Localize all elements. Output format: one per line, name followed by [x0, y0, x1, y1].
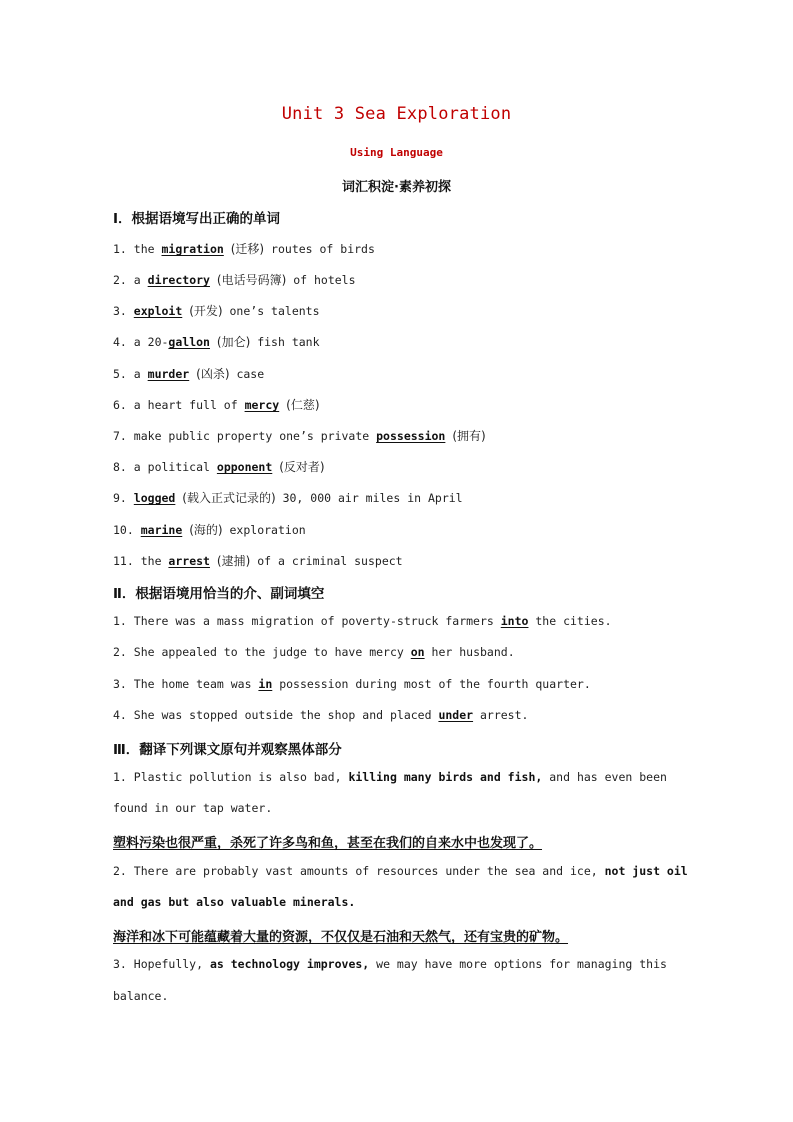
chinese-hint: (电话号码簿) [216, 273, 287, 287]
sentence-text: routes of birds [264, 242, 375, 256]
page-title: Unit 3 Sea Exploration [281, 104, 512, 124]
answer-word: into [500, 614, 529, 628]
answer-word: directory [147, 273, 210, 287]
part3-item-1-translation: 塑料污染也很严重，杀死了许多鸟和鱼，甚至在我们的自来水中也发现了。 [113, 836, 543, 851]
sentence-text: Plastic pollution is also bad, [133, 770, 349, 784]
sentence-text: possession during most of the fourth quarter. [272, 677, 591, 691]
item-number: 10. [113, 523, 134, 537]
answer-word: arrest [168, 554, 210, 568]
answer-word: mercy [244, 398, 280, 412]
item-number: 1. [113, 242, 127, 256]
item-number: 3. [113, 677, 127, 691]
sentence-text: case [229, 367, 265, 381]
bold-phrase: and gas but also valuable minerals. [113, 895, 356, 909]
answer-word: opponent [216, 460, 273, 474]
chinese-hint: (海的) [189, 523, 223, 537]
part3-item-3-line1 [113, 957, 667, 971]
sentence-text: her husband. [424, 645, 515, 659]
item-number: 9. [113, 491, 127, 505]
answer-word: in [258, 677, 273, 691]
sentence-text: The home team was [133, 677, 259, 691]
sentence-text: 30, 000 air miles in April [275, 491, 463, 505]
part3-item-2-line2 [113, 895, 355, 909]
sentence-text: a [133, 273, 148, 287]
part1-item-4 [113, 333, 320, 350]
chinese-hint: (载入正式记录的) [182, 491, 276, 505]
sentence-text: a heart full of [133, 398, 245, 412]
sentence-text: She appealed to the judge to have mercy [133, 645, 411, 659]
sentence-text: She was stopped outside the shop and placed [133, 708, 439, 722]
sentence-text: the [133, 242, 162, 256]
part3-item-1-line1 [113, 770, 667, 784]
part2-heading: Ⅱ．根据语境用恰当的介、副词填空 [113, 586, 325, 602]
part1-heading: Ⅰ．根据语境写出正确的单词 [113, 211, 281, 227]
chinese-hint: (凶杀) [196, 367, 230, 381]
bold-phrase: not just oil [604, 864, 688, 878]
sentence-text: a [133, 367, 148, 381]
sentence-text: make public property one’s private [133, 429, 377, 443]
chinese-hint: (仁慈) [286, 398, 320, 412]
item-number: 4. [113, 708, 127, 722]
answer-word: logged [133, 491, 176, 505]
part1-item-3 [113, 302, 320, 319]
item-number: 5. [113, 367, 127, 381]
chinese-hint: (开发) [189, 304, 223, 318]
item-number: 2. [113, 864, 127, 878]
answer-word: migration [161, 242, 224, 256]
part3-item-2-translation: 海洋和冰下可能蕴藏着大量的资源，不仅仅是石油和天然气，还有宝贵的矿物。 [113, 930, 569, 945]
sentence-text: Hopefully, [133, 957, 210, 971]
chinese-hint: (加仑) [216, 335, 251, 349]
chinese-hint: (拥有) [452, 429, 486, 443]
section-title: 词汇积淀·素养初探 [342, 180, 451, 195]
answer-word: on [410, 645, 425, 659]
page-subtitle: Using Language [350, 146, 443, 159]
part1-item-5 [113, 365, 264, 382]
item-number: 2. [113, 645, 127, 659]
sentence-text: of a criminal suspect [250, 554, 403, 568]
sentence-text: we may have more options for managing this [376, 957, 667, 971]
part1-item-8 [113, 458, 325, 475]
part2-item-1 [113, 614, 612, 628]
bold-phrase: as technology improves, [209, 957, 370, 971]
part2-item-2 [113, 645, 515, 659]
answer-word: murder [147, 367, 190, 381]
sentence-text: one’s talents [222, 304, 320, 318]
item-number: 1. [113, 614, 127, 628]
part1-item-9 [113, 489, 463, 506]
sentence-text: the [140, 554, 169, 568]
chinese-hint: (逮捕) [216, 554, 251, 568]
sentence-text: and has even been [549, 770, 667, 784]
sentence-text: found in our tap water. [113, 801, 273, 815]
sentence-text: arrest. [473, 708, 529, 722]
item-number: 3. [113, 957, 127, 971]
part3-item-1-line2 [113, 801, 272, 815]
sentence-text: fish tank [250, 335, 320, 349]
part1-item-10 [113, 521, 306, 538]
sentence-text: There was a mass migration of poverty-struck farmers [133, 614, 501, 628]
part1-item-11 [113, 552, 403, 569]
answer-word: gallon [168, 335, 210, 349]
answer-word: under [438, 708, 474, 722]
sentence-text: the cities. [528, 614, 612, 628]
chinese-hint: (迁移) [230, 242, 265, 256]
sentence-text: a political [133, 460, 217, 474]
item-number: 8. [113, 460, 127, 474]
part1-item-6 [113, 396, 320, 413]
part2-item-3 [113, 677, 591, 691]
part3-item-2-line1 [113, 864, 688, 878]
answer-word: possession [376, 429, 446, 443]
bold-phrase: killing many birds and fish, [348, 770, 543, 784]
answer-word: marine [140, 523, 183, 537]
sentence-text: exploration [222, 523, 306, 537]
sentence-text: balance. [113, 989, 169, 1003]
sentence-text: There are probably vast amounts of resources under the sea and ice, [133, 864, 605, 878]
part2-item-4 [113, 708, 528, 722]
item-number: 2. [113, 273, 127, 287]
part3-item-3-line2 [113, 989, 168, 1003]
answer-word: exploit [133, 304, 183, 318]
item-number: 3. [113, 304, 127, 318]
sentence-text: a 20- [133, 335, 169, 349]
sentence-text: of hotels [286, 273, 356, 287]
part3-heading: Ⅲ．翻译下列课文原句并观察黑体部分 [113, 742, 342, 758]
part1-item-7 [113, 427, 486, 444]
part1-item-1 [113, 240, 375, 257]
item-number: 7. [113, 429, 127, 443]
item-number: 6. [113, 398, 127, 412]
item-number: 11. [113, 554, 134, 568]
part1-item-2 [113, 271, 356, 288]
item-number: 1. [113, 770, 127, 784]
chinese-hint: (反对者) [279, 460, 325, 474]
item-number: 4. [113, 335, 127, 349]
